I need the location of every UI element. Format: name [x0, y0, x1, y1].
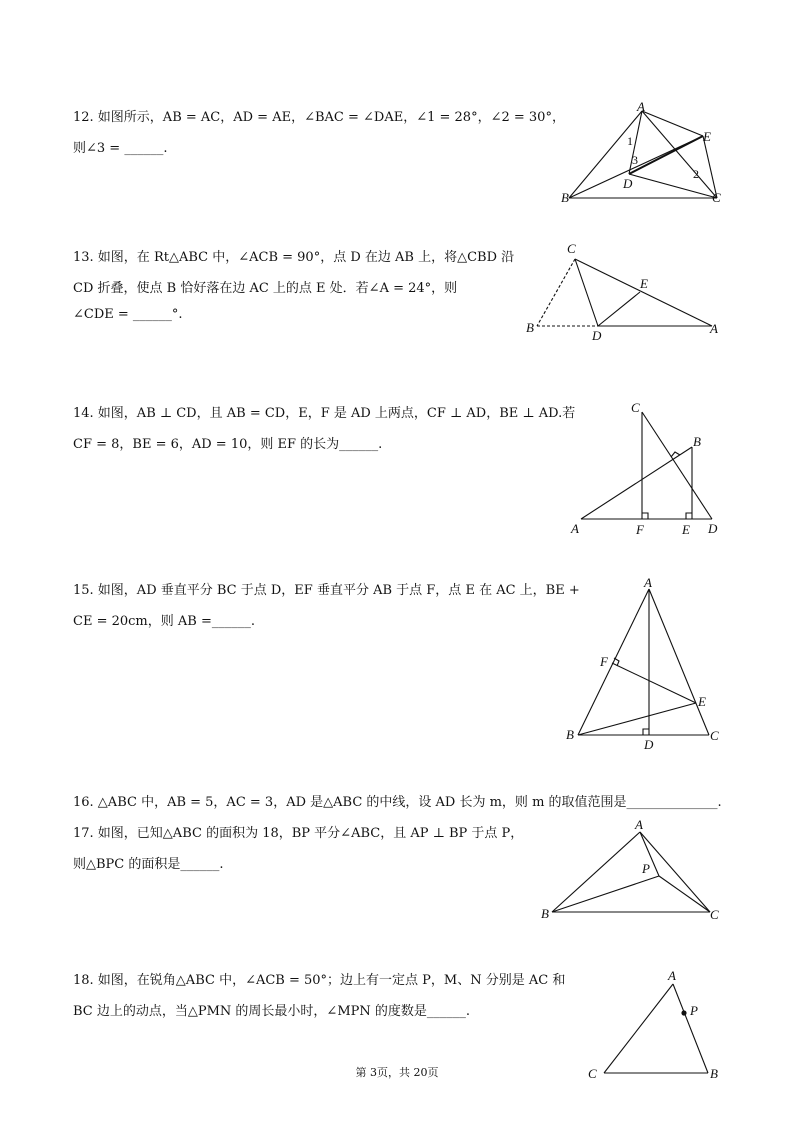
figure-15 — [560, 572, 725, 752]
problem-12-line-2: 则∠3 = ______. — [73, 141, 168, 156]
problem-16-line-1: 16. △ABC 中，AB = 5，AC = 3，AD 是△ABC 的中线，设 AD 长为 m，则 m 的取值范围是______________. — [73, 795, 722, 810]
label-A: A — [637, 100, 645, 114]
label-F: F — [600, 654, 608, 669]
label-A: A — [635, 817, 643, 832]
figure-14 — [565, 395, 730, 540]
page-footer: 第 3页，共 20页 — [355, 1066, 439, 1079]
label-C: C — [631, 400, 640, 415]
label-A: A — [571, 521, 579, 536]
problem-17-line-1: 17. 如图，已知△ABC 的面积为 18，BP 平分∠ABC，且 AP ⊥ BP 于点 P， — [73, 826, 524, 841]
label-C: C — [567, 241, 576, 256]
label-B: B — [526, 320, 534, 335]
point-P — [681, 1010, 686, 1015]
label-A: A — [644, 575, 652, 590]
problem-14-line-1: 14. 如图，AB ⊥ CD，且 AB = CD，E，F 是 AD 上两点，CF ⊥ AD，BE ⊥ AD.若 — [73, 406, 576, 421]
problem-17-line-2: 则△BPC 的面积是______. — [73, 857, 224, 872]
label-D: D — [644, 737, 654, 752]
figure-17 — [535, 815, 730, 925]
label-angle-2: 2 — [693, 167, 699, 181]
problem-15-line-1: 15. 如图，AD 垂直平分 BC 于点 D，EF 垂直平分 AB 于点 F，点 E 在 AC 上，BE + — [73, 583, 580, 598]
problem-13-line-2: CD 折叠，使点 B 恰好落在边 AC 上的点 E 处．若∠A = 24°，则 — [73, 281, 458, 296]
label-C: C — [710, 907, 719, 922]
label-B: B — [541, 906, 549, 921]
label-E: E — [698, 694, 706, 709]
label-angle-1: 1 — [627, 134, 633, 148]
label-E: E — [682, 522, 690, 537]
label-E: E — [640, 276, 648, 291]
label-D: D — [592, 328, 602, 343]
label-D: D — [708, 521, 718, 536]
problem-14-line-2: CF = 8，BE = 6，AD = 10，则 EF 的长为______. — [73, 437, 383, 452]
problem-15-line-2: CE = 20cm，则 AB =______. — [73, 614, 255, 629]
label-P: P — [642, 861, 650, 876]
label-angle-3: 3 — [632, 153, 638, 167]
figure-13 — [520, 238, 730, 343]
label-P: P — [690, 1003, 698, 1018]
problem-13-line-3: ∠CDE = ______°. — [73, 307, 183, 322]
label-C: C — [710, 728, 719, 743]
label-D: D — [623, 176, 633, 191]
label-B: B — [561, 190, 569, 205]
label-B: B — [693, 434, 701, 449]
label-C: C — [712, 190, 721, 205]
label-C: C — [588, 1066, 597, 1081]
label-A: A — [668, 968, 676, 983]
label-B: B — [710, 1066, 718, 1081]
label-A: A — [710, 321, 718, 336]
label-E: E — [703, 129, 711, 144]
label-B: B — [566, 727, 574, 742]
problem-12-line-1: 12. 如图所示，AB = AC，AD = AE，∠BAC = ∠DAE，∠1 = 28°，∠2 = 30°， — [73, 110, 565, 125]
figure-12 — [555, 100, 730, 210]
problem-18-line-1: 18. 如图，在锐角△ABC 中，∠ACB = 50°；边上有一定点 P，M、N 分别是 AC 和 — [73, 973, 566, 988]
problem-13-line-1: 13. 如图，在 Rt△ABC 中，∠ACB = 90°，点 D 在边 AB 上，将△CBD 沿 — [73, 250, 515, 265]
label-F: F — [636, 522, 644, 537]
problem-18-line-2: BC 边上的动点，当△PMN 的周长最小时，∠MPN 的度数是______. — [73, 1004, 471, 1019]
